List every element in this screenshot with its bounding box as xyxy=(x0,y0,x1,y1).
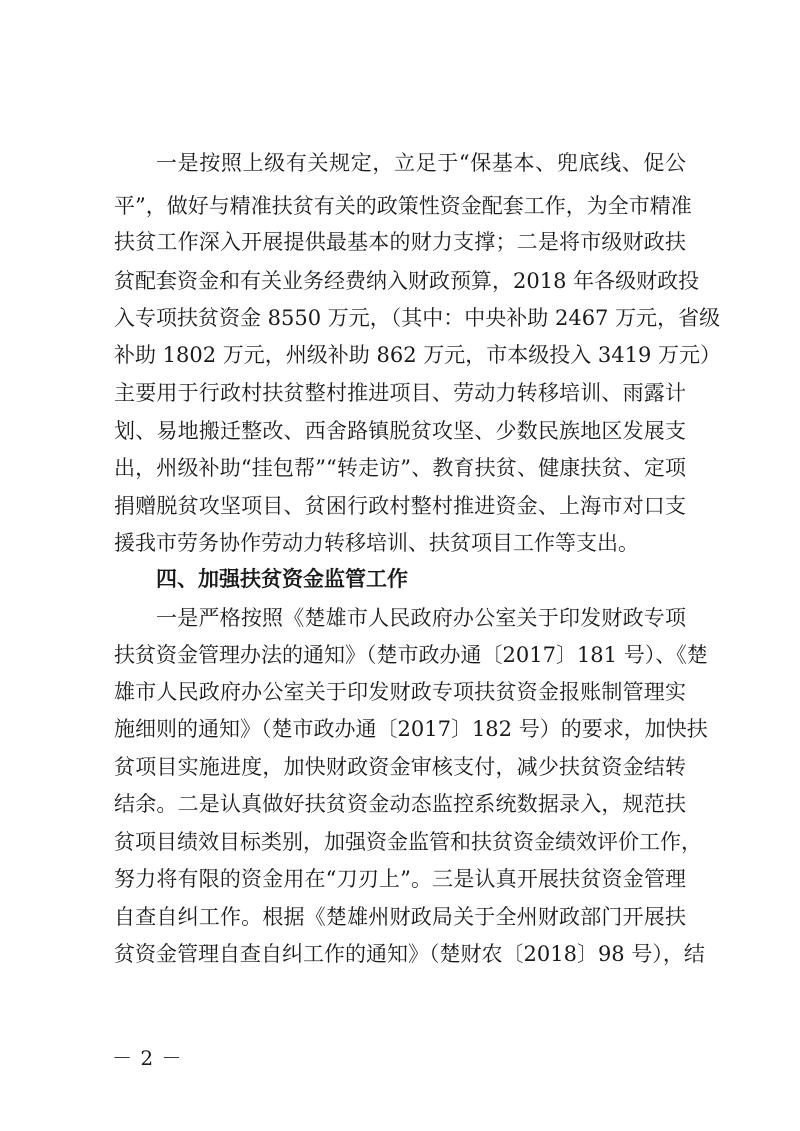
paragraph-line: 主要用于行政村扶贫整村推进项目、劳动力转移培训、雨露计 xyxy=(114,381,686,405)
paragraph-line: 平”，做好与精准扶贫有关的政策性资金配套工作，为全市精准 xyxy=(114,194,692,218)
paragraph-line: 出，州级补助“挂包帮”“转走访”、教育扶贫、健康扶贫、定项 xyxy=(114,456,686,480)
paragraph-line: 捐赠脱贫攻坚项目、贫困行政村整村推进资金、上海市对口支 xyxy=(114,494,686,518)
paragraph-line: 一是严格按照《楚雄市人民政府办公室关于印发财政专项 xyxy=(156,606,686,630)
paragraph-line: 贫资金管理自查自纠工作的通知》（楚财农〔2018〕98 号），结 xyxy=(114,942,705,966)
paragraph-line: 贫配套资金和有关业务经费纳入财政预算，2018 年各级财政投 xyxy=(114,269,700,293)
paragraph-line: 一是按照上级有关规定，立足于“保基本、兜底线、促公 xyxy=(156,151,686,175)
paragraph-line: 施细则的通知》（楚市政办通〔2017〕182 号）的要求，加快扶 xyxy=(114,717,708,741)
paragraph-line: 贫项目实施进度，加快财政资金审核支付，减少扶贫资金结转 xyxy=(114,755,686,779)
paragraph-line: 自查自纠工作。根据《楚雄州财政局关于全州财政部门开展扶 xyxy=(114,905,686,929)
paragraph-line: 贫项目绩效目标类别，加强资金监管和扶贫资金绩效评价工作， xyxy=(114,830,702,854)
section-heading: 四、加强扶贫资金监管工作 xyxy=(156,567,408,591)
paragraph-line: 入专项扶贫资金 8550 万元，（其中：中央补助 2467 万元，省级 xyxy=(114,306,721,330)
paragraph-line: 补助 1802 万元，州级补助 862 万元，市本级投入 3419 万元） xyxy=(114,343,722,367)
paragraph-line: 援我市劳务协作劳动力转移培训、扶贫项目工作等支出。 xyxy=(114,531,639,555)
paragraph-line: 努力将有限的资金用在“刀刃上”。三是认真开展扶贫资金管理 xyxy=(114,867,686,891)
paragraph-line: 结余。二是认真做好扶贫资金动态监控系统数据录入，规范扶 xyxy=(114,792,686,816)
page-number: － 2 － xyxy=(112,1046,183,1070)
paragraph-line: 扶贫资金管理办法的通知》（楚市政办通〔2017〕181 号）、《楚 xyxy=(114,643,708,667)
paragraph-line: 划、易地搬迁整改、西舍路镇脱贫攻坚、少数民族地区发展支 xyxy=(114,419,686,443)
paragraph-line: 扶贫工作深入开展提供最基本的财力支撑；二是将市级财政扶 xyxy=(114,230,686,254)
paragraph-line: 雄市人民政府办公室关于印发财政专项扶贫资金报账制管理实 xyxy=(114,680,686,704)
